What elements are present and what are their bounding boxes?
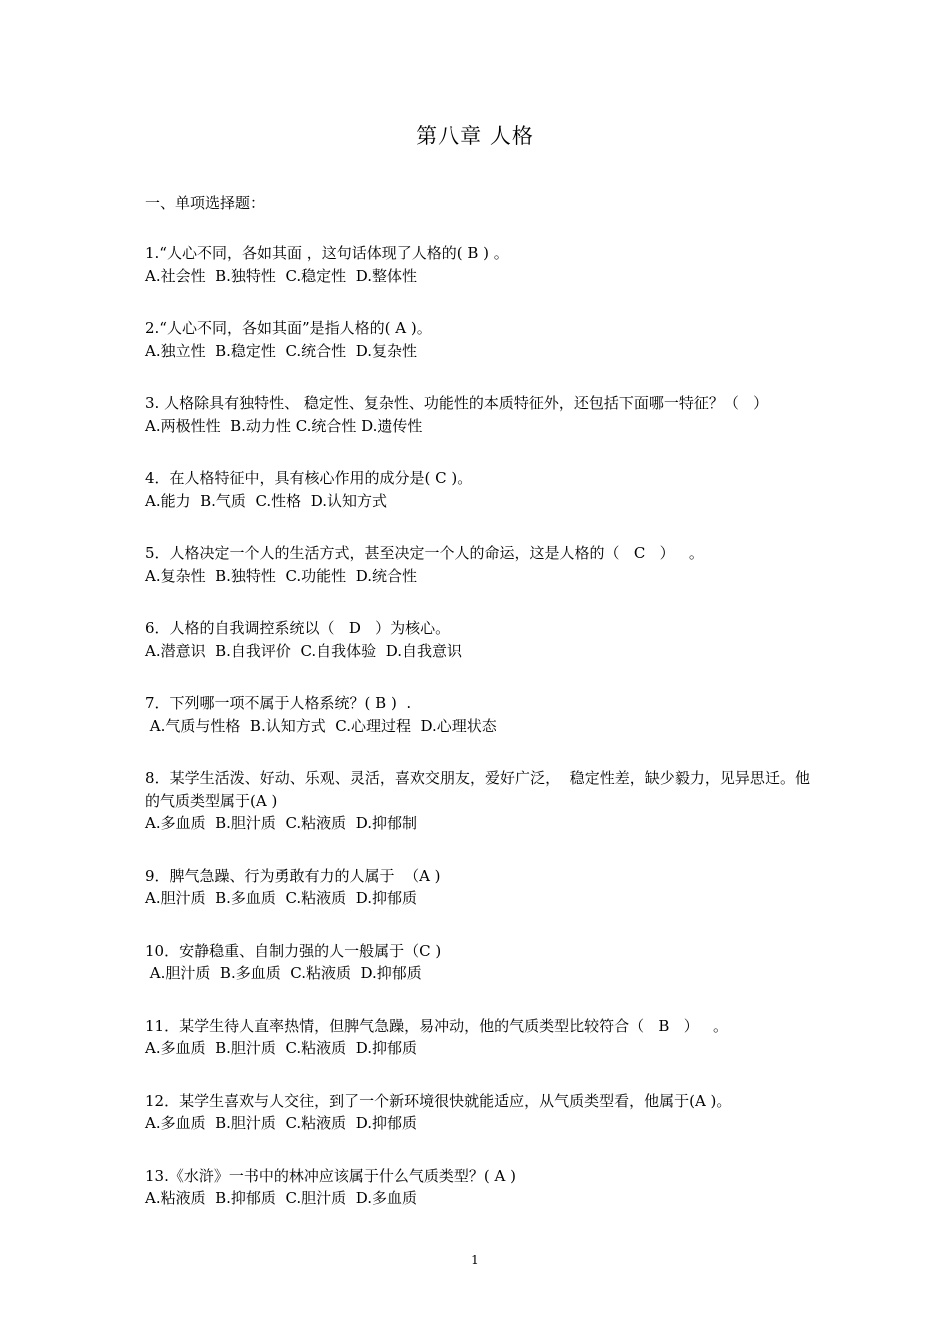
question-options: A.胆汁质 B.多血质 C.粘液质 D.抑郁质 (145, 964, 422, 982)
question-item (145, 1015, 810, 1060)
page-number: 1 (471, 1253, 479, 1267)
question-list (145, 242, 810, 1240)
question-item (145, 617, 810, 662)
question-options: A.多血质 B.胆汁质 C.粘液质 D.抑郁制 (145, 814, 417, 832)
question-stem: 6．人格的自我调控系统以（ D ）为核心。 (145, 619, 451, 637)
question-item (145, 940, 810, 985)
question-stem: 3. 人格除具有独特性、 稳定性、复杂性、功能性的本质特征外，还包括下面哪一特征？（ ） (145, 394, 769, 412)
question-item (145, 692, 810, 737)
question-options: A.气质与性格 B.认知方式 C.心理过程 D.心理状态 (145, 716, 497, 735)
question-item (145, 467, 810, 512)
chapter-title: 第八章 人格 (416, 124, 534, 148)
question-item (145, 392, 810, 437)
question-options: A.能力 B.气质 C.性格 D.认知方式 (145, 491, 387, 510)
question-item (145, 242, 810, 287)
question-stem: 13.《水浒》一书中的林冲应该属于什么气质类型？( A ) (145, 1166, 516, 1185)
section-heading: 一、单项选择题： (145, 194, 266, 212)
question-stem: 9．脾气急躁、行为勇敢有力的人属于 （A ) (145, 866, 441, 885)
question-stem: 12．某学生喜欢与人交往，到了一个新环境很快就能适应，从气质类型看，他属于(A )。 (145, 1091, 732, 1110)
question-item (145, 1090, 810, 1135)
question-stem: 8．某学生活泼、好动、乐观、灵活，喜欢交朋友，爱好广泛， 稳定性差，缺少毅力，见异思迁。他的气质类型属于(A ) (145, 769, 810, 810)
question-stem: 11．某学生待人直率热情，但脾气急躁，易冲动，他的气质类型比较符合（ B ） 。 (145, 1016, 729, 1035)
question-options: A.复杂性 B.独特性 C.功能性 D.统合性 (145, 566, 417, 585)
question-options: A.潜意识 B.自我评价 C.自我体验 D.自我意识 (145, 641, 462, 660)
question-options: A.多血质 B.胆汁质 C.粘液质 D.抑郁质 (145, 1114, 417, 1132)
question-stem: 10．安静稳重、自制力强的人一般属于（C ) (145, 941, 442, 960)
question-item (145, 865, 810, 910)
question-item (145, 542, 810, 587)
question-options: A.胆汁质 B.多血质 C.粘液质 D.抑郁质 (145, 889, 417, 907)
question-stem: 4．在人格特征中，具有核心作用的成分是( C )。 (145, 469, 473, 487)
question-stem: 1.“人心不同，各如其面 ，这句话体现了人格的( B ) 。 (145, 244, 509, 262)
question-item (145, 317, 810, 362)
question-options: A.两极性性 B.动力性 C.统合性 D.遗传性 (145, 416, 423, 435)
question-stem: 5．人格决定一个人的生活方式，甚至决定一个人的命运，这是人格的（ C ） 。 (145, 544, 704, 562)
question-stem: 2.“人心不同，各如其面”是指人格的( A )。 (145, 319, 432, 337)
question-options: A.社会性 B.独特性 C.稳定性 D.整体性 (145, 266, 417, 285)
question-options: A.粘液质 B.抑郁质 C.胆汁质 D.多血质 (145, 1189, 417, 1207)
question-item (145, 1165, 810, 1210)
question-stem: 7．下列哪一项不属于人格系统？( B ) . (145, 694, 412, 712)
question-options: A.多血质 B.胆汁质 C.粘液质 D.抑郁质 (145, 1039, 417, 1057)
question-item (145, 767, 810, 835)
question-options: A.独立性 B.稳定性 C.统合性 D.复杂性 (145, 341, 417, 360)
